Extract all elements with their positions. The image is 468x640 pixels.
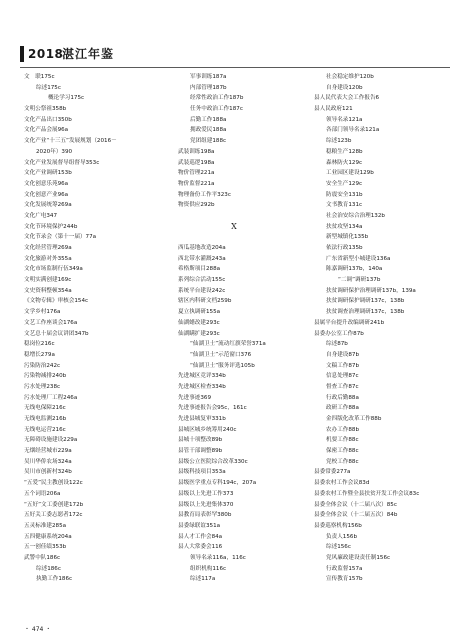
index-entry: 文化节环境保护244b	[24, 223, 78, 230]
index-entry: 概论学习175c	[48, 95, 85, 102]
index-entry	[178, 232, 308, 243]
index-entry: 县人民代表大会工作报告6	[314, 95, 380, 102]
index-entry: 五个词语206a	[24, 490, 61, 497]
index-entry: 扶贫调研保护治理调研137b，139a	[326, 287, 416, 294]
index-entry: 文化产业发展督导组督导353c	[24, 159, 100, 166]
index-entry: 县管干部调整89b	[178, 448, 223, 455]
index-entry: 五好关工委志愿者172c	[24, 512, 83, 519]
index-entry: 党团组建188c	[190, 138, 227, 145]
index-entry: 系列综合活动155c	[178, 277, 226, 284]
index-entry: 文化市场监制行伍349a	[24, 266, 83, 273]
index-entry: 文化产品会展96a	[24, 127, 69, 134]
index-entry: 文化旅游对外355a	[24, 255, 72, 262]
index-entry: 组织机构116c	[190, 565, 227, 572]
header-year: 2018	[28, 47, 64, 61]
index-entry: 文化创意产业96a	[24, 191, 69, 198]
index-entry: 县委全体会议（十二届五次）84b	[314, 512, 398, 519]
index-entry: 县级以上先进集体370	[178, 501, 234, 508]
index-entry: 森林防火129c	[326, 159, 363, 166]
index-entry: 文艺总十届会议讲团347b	[24, 330, 89, 337]
index-entry: 县人民政府121	[314, 106, 353, 113]
index-entry: 行政监督157a	[326, 565, 363, 572]
index-entry: 县级医学重点专科194c，207a	[178, 480, 257, 487]
index-entry: 保密工作88c	[326, 448, 359, 455]
index-entry: 综述156c	[326, 544, 351, 551]
index-entry: 文化节录会（第十一届）77a	[24, 234, 97, 241]
index-entry: 县委常委277a	[314, 469, 351, 476]
index-entry: 自身建设87b	[326, 351, 360, 358]
index-entry: 县委办公室工作87b	[314, 330, 364, 337]
index-entry: 自身建设120b	[326, 84, 363, 91]
index-entry: 辖区内科研文档259b	[178, 298, 232, 305]
index-entry: “仙湖卫士”流动红旗荣誉371a	[190, 341, 266, 348]
index-entry: 先进城区检查334b	[178, 383, 226, 390]
page-header	[0, 46, 468, 64]
header-bar	[20, 46, 24, 62]
index-section-letter: X	[231, 221, 237, 231]
index-entry: 系统平台建设242c	[178, 287, 226, 294]
index-entry: 无线电运营216c	[24, 426, 66, 433]
index-entry: 无烟经营城市229a	[24, 448, 72, 455]
index-entry: 综述175c	[36, 84, 61, 91]
index-entry: 武装巡逻198a	[178, 159, 215, 166]
index-entry: 县级以上先进工作373	[178, 490, 234, 497]
header-title: 湛江年鉴	[62, 47, 115, 61]
index-entry: 文明实满创建169c	[24, 277, 72, 284]
index-entry: “二调”调研137b	[338, 277, 381, 284]
index-entry: 稳粮生产128b	[326, 148, 363, 155]
index-entry: 综述186c	[36, 565, 61, 572]
index-entry: 污水处理厂工程246a	[24, 394, 78, 401]
index-entry: 军事训练187a	[190, 74, 227, 80]
index-entry: “五好”文工委创建172b	[24, 501, 84, 508]
index-entry: 文化创意乐苑96a	[24, 180, 69, 187]
index-entry: 西北带水灌溉243a	[178, 255, 226, 262]
index-entry: 领导名录116a，116c	[190, 554, 246, 561]
index-entry: 宣传教育157b	[326, 576, 363, 583]
index-entry: 政研工作88a	[326, 405, 359, 412]
index-entry: 领导名录121a	[326, 116, 363, 123]
index-entry: 工业园区建设129b	[326, 170, 374, 177]
index-column-1	[24, 72, 154, 585]
index-entry: 负责人156b	[326, 533, 358, 540]
index-entry: 先进县城复审331b	[178, 416, 226, 422]
index-entry: 物资供应292b	[178, 202, 215, 209]
index-entry: 县委农村工作会议83d	[314, 480, 370, 487]
index-column-3	[314, 72, 454, 585]
index-entry: 农办工作88b	[326, 426, 360, 433]
index-entry: 吴川华侨农场324a	[24, 458, 72, 465]
index-entry: 先进事迹369	[178, 394, 212, 401]
index-entry: 文学乡村176a	[24, 309, 61, 316]
index-entry: 无线电监测216b	[24, 416, 67, 422]
index-entry	[178, 211, 308, 222]
index-entry: 执勤工作186c	[36, 576, 73, 583]
index-entry: 文艺工作座谈会176a	[24, 319, 78, 326]
index-entry: “仙湖卫士”服务评选105b	[190, 362, 255, 369]
index-entry: 新型城镇化135b	[326, 234, 369, 241]
index-entry: 文化发展统筹269a	[24, 202, 72, 209]
index-entry: 文稿工作87b	[326, 362, 360, 369]
index-entry: 县城区城乡统筹用240c	[178, 426, 237, 433]
index-entry: 夏立执调研155a	[178, 309, 221, 316]
index-entry: 物理备份工作平323c	[178, 191, 231, 198]
index-entry: 经常性政治工作187b	[190, 95, 244, 102]
index-entry: 扶贫攻坚134a	[326, 223, 363, 230]
index-entry: 稳增长279a	[24, 351, 55, 358]
index-entry: 县委农村工作暨全县扶贫开发工作会议83c	[314, 490, 420, 497]
index-entry: 文化产业调研153b	[24, 170, 72, 177]
index-entry: 污水处理238c	[24, 383, 61, 390]
index-entry: 2020年）390	[36, 148, 73, 155]
index-entry: 陈嘉调研137b，140a	[326, 266, 383, 273]
index-entry: 希格斯项目288a	[178, 266, 221, 273]
index-entry: 综述123b	[326, 138, 352, 145]
index-entry: 西瓜基地改造204a	[178, 245, 226, 251]
index-entry: 文化产品出口350b	[24, 116, 72, 123]
index-entry: 各部门领导名录121a	[326, 127, 380, 134]
index-entry: 依法行政135b	[326, 245, 363, 251]
index-entry: 文史资料整顿354a	[24, 287, 72, 294]
index-entry: 安全生产129c	[326, 180, 363, 187]
index-entry: 后勤工作188a	[190, 116, 227, 123]
index-column-2	[178, 72, 308, 585]
index-entry: 广东省新型小城建设136a	[326, 255, 391, 262]
index-entry: 机要工作88c	[326, 437, 359, 444]
index-entry: 先进城区竞评334b	[178, 373, 226, 380]
index-entry: 稳岗位216c	[24, 341, 55, 348]
index-entry: 扶贫调查治理调研137c，138b	[326, 309, 405, 316]
index-entry: 仙湖蜡改建293c	[178, 319, 220, 326]
index-entry: 先进事迹报告会95c，161c	[178, 405, 247, 412]
index-entry: 县级公立医院综合改革330c	[178, 458, 248, 465]
index-entry: 文化产业“十三五”发展规划（2016－	[24, 138, 117, 145]
index-entry: 党校工作88c	[326, 458, 359, 465]
index-entry: 扶贫调研保护调研137c，138b	[326, 298, 405, 305]
index-entry: 金四版化改革工作88b	[326, 416, 382, 422]
index-entry: 《文物专辑》审核会154c	[24, 298, 89, 305]
index-entry: 五四健康系统204a	[24, 533, 72, 540]
index-entry: 物价管理221a	[178, 170, 215, 177]
index-entry: 县委全体会议（十二届八次）85c	[314, 501, 397, 508]
index-entry: 内部管理187b	[190, 84, 227, 91]
index-entry: 文化经营管理269a	[24, 245, 72, 251]
index-entry: 县教育局表彰罕380b	[178, 512, 232, 519]
index-entry: 县人大常委会116	[178, 544, 223, 551]
page-number: ・ 474 ・	[24, 626, 52, 633]
index-entry: 无线电保障216c	[24, 405, 66, 412]
index-entry: 县级科技项目353a	[178, 469, 226, 476]
index-entry: 县人才工作会84a	[178, 533, 223, 540]
index-entry: 文明公祭祖358b	[24, 106, 67, 113]
index-entry: 行政后勤88a	[326, 394, 359, 401]
index-entry: 污染防治242c	[24, 362, 61, 369]
index-entry: 社会治安综合治理132b	[326, 212, 385, 219]
index-entry: 信息处理87c	[326, 373, 359, 380]
index-entry: 县委绿联谊351a	[178, 522, 221, 529]
index-entry: 文化广电347	[24, 212, 58, 219]
index-entry: 县委巡察机构156b	[314, 522, 362, 529]
index-entry: “五爱”民主教创设122c	[24, 480, 83, 487]
index-entry: 县城十项整改89b	[178, 437, 223, 444]
index-entry: “仙湖卫士”示范窗口376	[190, 351, 252, 358]
index-entry: 无障碍设施建设229a	[24, 437, 78, 444]
index-entry: 文 联175c	[24, 74, 55, 80]
index-entry: 综述87b	[326, 341, 348, 348]
index-entry: 武警中队186c	[24, 554, 61, 561]
index-entry: 县属平台提升改编调研241b	[314, 319, 385, 326]
index-entry: 武装训练198a	[178, 148, 215, 155]
index-entry: 督查工作87c	[326, 383, 359, 390]
index-entry: 拥政爱民188a	[190, 127, 227, 134]
header-rule	[20, 67, 450, 68]
index-entry: 文书教育131c	[326, 202, 363, 209]
index-entry: 社会稳定维护120b	[326, 74, 374, 80]
index-entry: 吴川市创新村324b	[24, 469, 72, 476]
index-entry: 五一创佳绩353b	[24, 544, 67, 551]
index-entry: 综述117a	[190, 576, 216, 583]
index-entry: 仙湖瞒扩建293c	[178, 330, 220, 337]
index-entry: 党风廉政建设责任制156c	[326, 554, 391, 561]
index-entry: 污染物减排240b	[24, 373, 67, 380]
index-entry: 任务中政治工作187c	[190, 106, 243, 113]
index-entry: 防震安全131b	[326, 191, 363, 198]
index-entry: 五灵标准建285a	[24, 522, 67, 529]
index-entry: 物价监督221a	[178, 180, 215, 187]
